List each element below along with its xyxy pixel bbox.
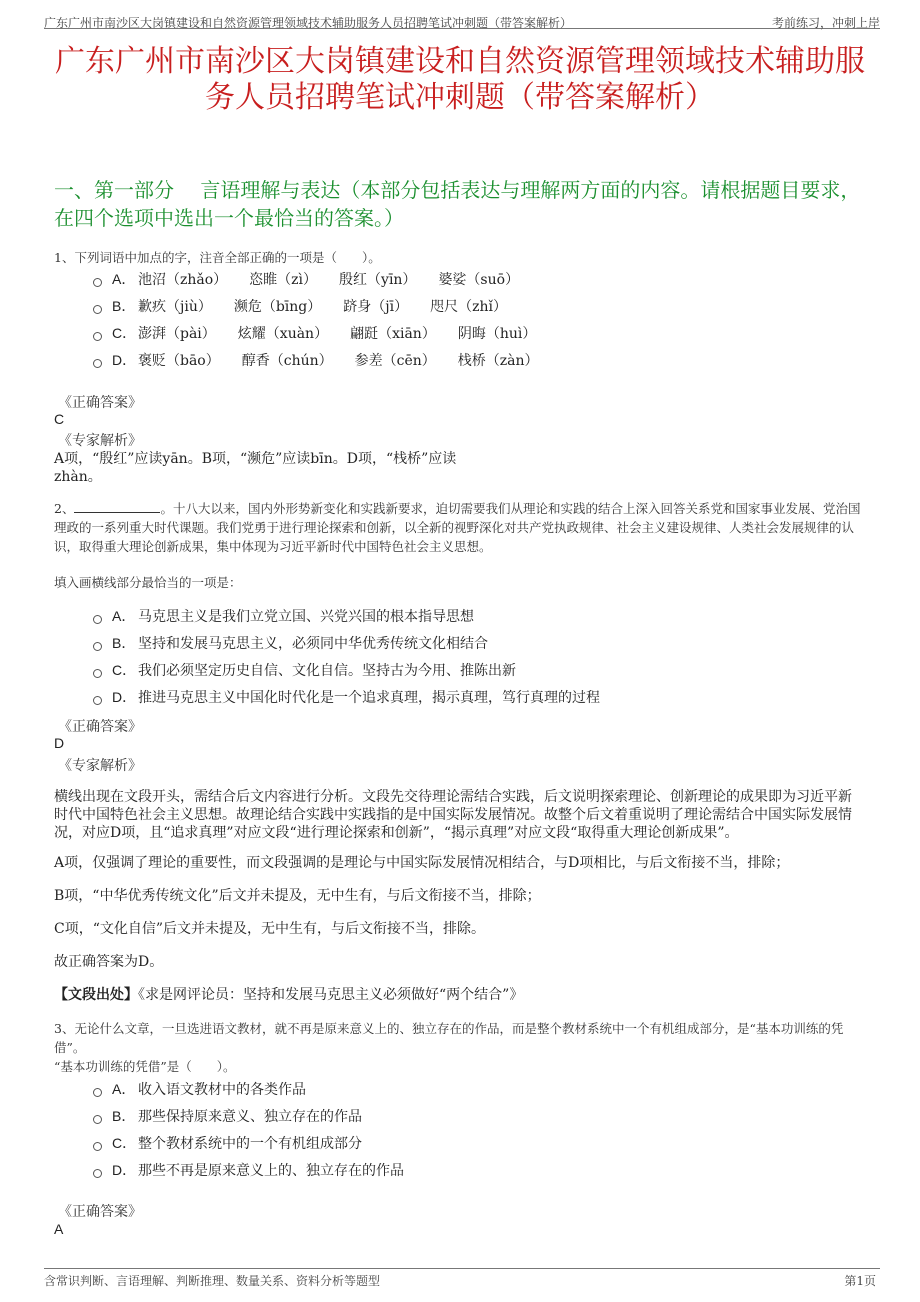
q2-answer: D [54,735,65,751]
q1-answer-label: 《正确答案》 [58,395,142,411]
q2-source [54,986,864,1004]
footer-divider [44,1268,880,1269]
q2-analysis-paragraph: C项，“文化自信”后文并未提及，无中生有，与后文衔接不当，排除。 [54,921,486,937]
q2-answer-label: 《正确答案》 [58,719,142,735]
q3-option-d[interactable]: D． 那些不再是原来意义上的、独立存在的作品 [93,1158,404,1182]
source-text: 《求是网评论员：坚持和发展马克思主义必须做好“两个结合”》 [138,987,524,1003]
source-label: 【文段出处】 [54,987,138,1003]
radio-icon[interactable] [93,359,102,368]
question-2-stem: 2、 。十八大以来，国内外形势新变化和实践新要求，迫切需要我们从理论和实践的结合上深入回答关系党和国家事业发展、党治国理政的一系列重大时代课题。我们党勇于进行理论探索和创新，以全新的视野深化对共产党执政规律、社会主义建设规律、人类社会发展规律的认识，取得重大理论创新成果，集中体现为习近平新时代中国特色社会主义思想。 [54,501,861,554]
header-doc-title: 广东广州市南沙区大岗镇建设和自然资源管理领域技术辅助服务人员招聘笔试冲刺题（带答案解析） [44,16,573,30]
page-number: 第1页 [844,1274,876,1288]
q2-option-d[interactable]: D． 推进马克思主义中国化时代化是一个追求真理，揭示真理，笃行真理的过程 [93,685,600,709]
radio-icon[interactable] [93,1088,102,1097]
q2-option-c[interactable]: C． 我们必须坚定历史自信、文化自信。坚持古为今用、推陈出新 [93,658,516,682]
q3-answer: A [54,1221,64,1237]
radio-icon[interactable] [93,1169,102,1178]
q2-analysis-paragraph: B项，“中华优秀传统文化”后文并未提及，无中生有，与后文衔接不当，排除； [54,888,541,904]
q2-analysis-paragraph: 横线出现在文段开头，需结合后文内容进行分析。文段先交待理论需结合实践，后文说明探索理论、创新理论的成果即为习近平新时代中国特色社会主义思想。故理论结合实践中实践指的是中国实际发展情况。故整个后文着重说明了理论需结合中国实际发展情况，对应D项，且“追求真理”对应文段“进行理论探索和创新”，“揭示真理”对应文段“取得重大理论创新成果”。 [54,789,852,841]
q1-analysis-label: 《专家解析》 [58,433,142,449]
document-title [40,44,880,116]
q1-option-d[interactable]: D． 褒贬（bāo） 醇香（chún） 参差（cēn） 栈桥（zàn） [93,348,561,372]
q1-option-c[interactable]: C． 澎湃（pài） 炫耀（xuàn） 翩跹（xiān） 阴晦（huì） [93,321,558,345]
radio-icon[interactable] [93,278,102,287]
q3-instruction: “基本功训练的凭借”是（ ）。 [54,1059,236,1074]
footer-description: 含常识判断、言语理解、判断推理、数量关系、资料分析等题型 [44,1274,381,1288]
q3-option-b[interactable]: B． 那些保持原来意义、独立存在的作品 [93,1104,362,1128]
q2-option-b[interactable]: B． 坚持和发展马克思主义，必须同中华优秀传统文化相结合 [93,631,488,655]
radio-icon[interactable] [93,1142,102,1151]
q1-option-a[interactable]: A． 池沼（zhǎo） 恣睢（zì） 殷红（yīn） 婆娑（suō） [93,267,541,291]
question-3-stem: 3、无论什么文章，一旦选进语文教材，就不再是原来意义上的、独立存在的作品，而是整个教材系统中一个有机组成部分，是“基本功训练的凭借”。 [54,1021,844,1055]
radio-icon[interactable] [93,305,102,314]
question-1-stem: 1、下列词语中加点的字，注音全部正确的一项是（ ）。 [54,250,381,265]
radio-icon[interactable] [93,332,102,341]
page-header [44,0,880,29]
fill-blank [74,500,160,513]
header-slogan: 考前练习，冲刺上岸 [771,16,880,30]
document-title-line1: 广东广州市南沙区大岗镇建设和自然资源管理领域技术辅助服 [55,44,865,79]
radio-icon[interactable] [93,696,102,705]
q1-option-b[interactable]: B． 歉疚（jiù） 濒危（bīng） 跻身（jī） 咫尺（zhǐ） [93,294,529,318]
q2-analysis-paragraph: 故正确答案为D。 [54,954,164,970]
q3-answer-label: 《正确答案》 [58,1204,142,1220]
q2-analysis-paragraph: A项，仅强调了理论的重要性，而文段强调的是理论与中国实际发展情况相结合，与D项相比，与后文衔接不当，排除； [54,855,790,871]
radio-icon[interactable] [93,669,102,678]
q3-option-a[interactable]: A． 收入语文教材中的各类作品 [93,1077,306,1101]
q2-option-a[interactable]: A． 马克思主义是我们立党立国、兴党兴国的根本指导思想 [93,604,474,628]
q1-answer: C [54,411,65,427]
document-title-line2: 务人员招聘笔试冲刺题（带答案解析） [205,80,715,115]
radio-icon[interactable] [93,615,102,624]
radio-icon[interactable] [93,642,102,651]
q3-option-c[interactable]: C． 整个教材系统中的一个有机组成部分 [93,1131,362,1155]
q2-instruction: 填入画横线部分最恰当的一项是： [54,575,242,590]
radio-icon[interactable] [93,1115,102,1124]
q1-analysis: A项，“殷红”应读yān。B项，“濒危”应读bīn。D项，“栈桥”应读 zhàn。 [54,451,457,485]
section-heading: 一、第一部分 言语理解与表达（本部分包括表达与理解两方面的内容。请根据题目要求，在四个选项中选出一个最恰当的答案。） [54,178,861,230]
q2-analysis-label: 《专家解析》 [58,758,142,774]
